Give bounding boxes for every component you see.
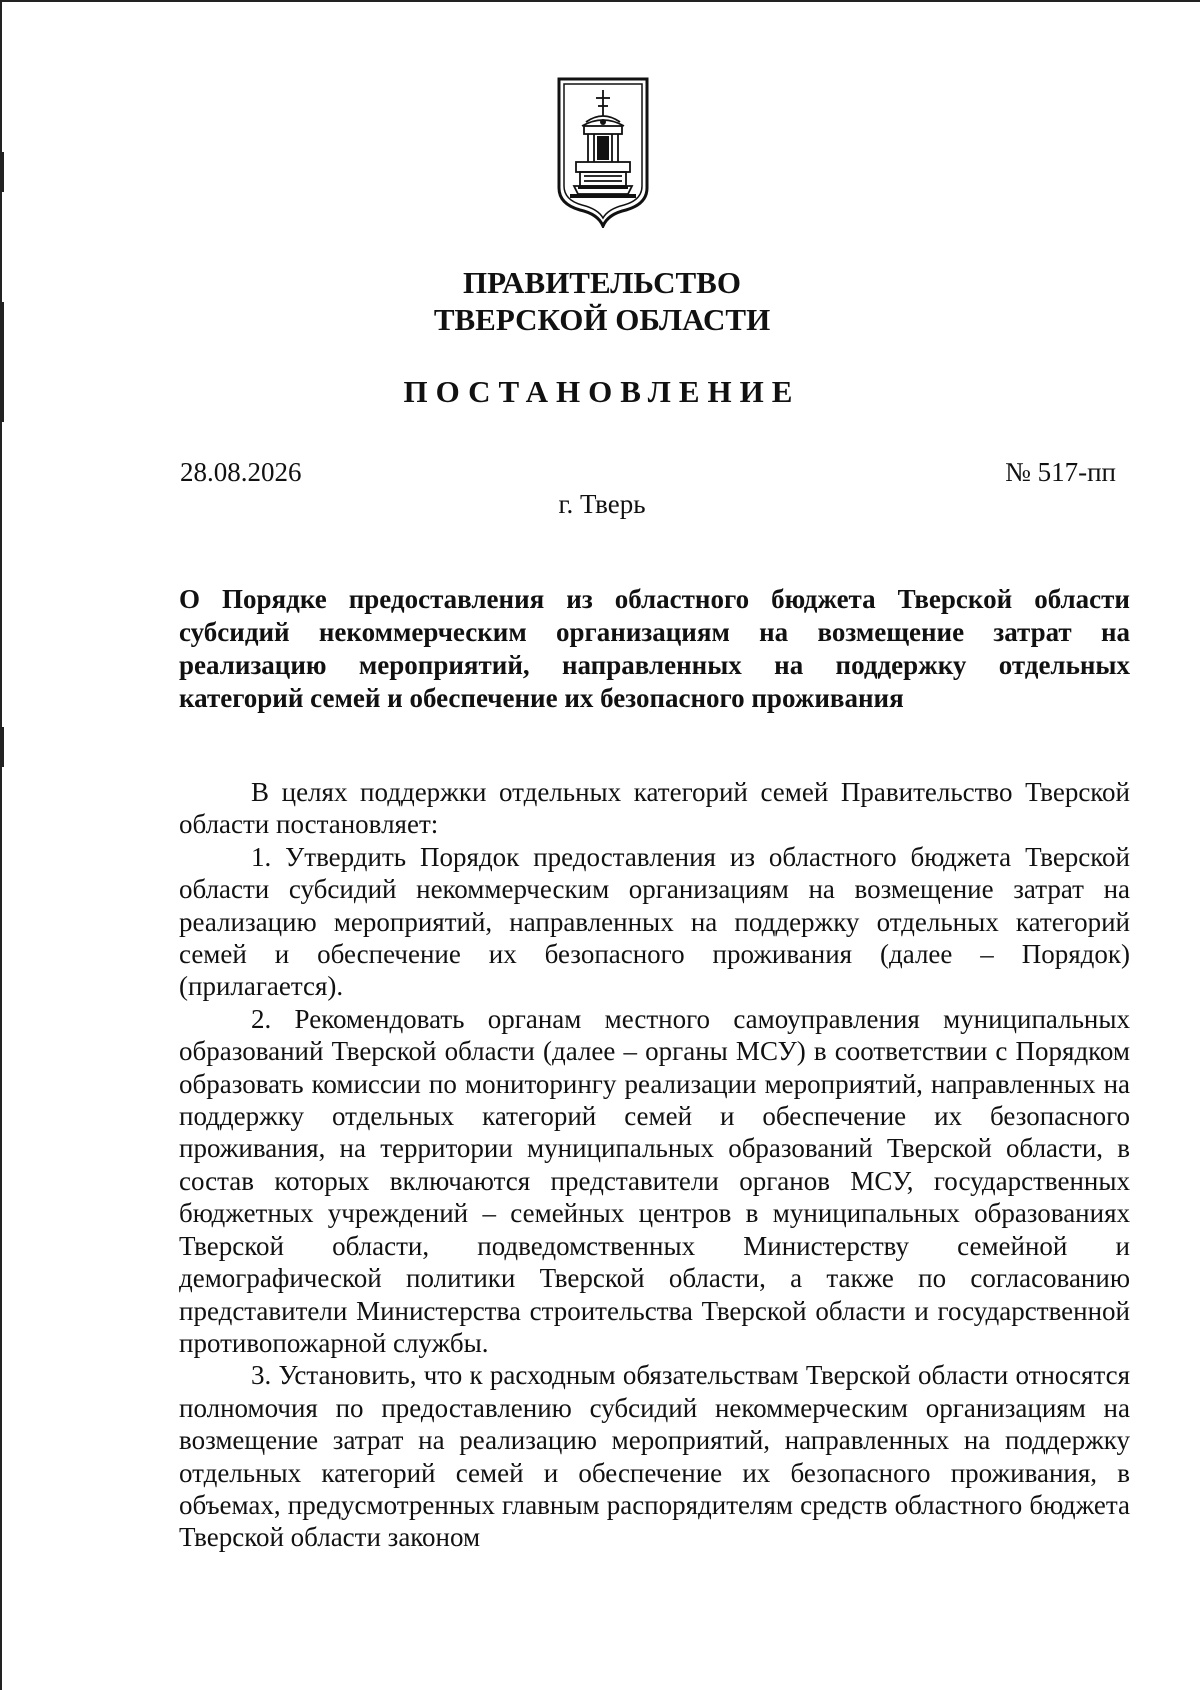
- government-title-line2: ТВЕРСКОЙ ОБЛАСТИ: [433, 302, 771, 337]
- document-subject: О Порядке предоставления из областного бюджета Тверской области субсидий некоммерческим организациям на возмещение затрат на реализацию мероприятий, направленных на поддержку отдельных категорий семей и обеспечение их безопасного проживания: [179, 584, 1130, 713]
- document-number: № 517-пп: [1005, 457, 1116, 487]
- body-item-2: 2. Рекомендовать органам местного самоуправления муниципальных образований Тверской области (далее – органы МСУ) в соответствии с Порядком образовать комиссии по мониторингу реализации мероприятий, направленных на поддержку отдельных категорий семей и обеспечение их безопасного проживания, на территории муниципальных образований Тверской области, в состав которых включаются представители органов МСУ, государственных бюджетных учреждений – семейных центров в муниципальных образованиях Тверской области, подведомственных Министерству семейной и демографической политики Тверской области, а также по согласованию представители Министерства строительства Тверской области и государственной противопожарной службы.: [179, 1003, 1130, 1358]
- document-body: [179, 776, 1130, 1554]
- government-title: [2, 264, 1200, 338]
- body-item-1: 1. Утвердить Порядок предоставления из областного бюджета Тверской области субсидий некоммерческим организациям на возмещение затрат на реализацию мероприятий, направленных на поддержку отдельных категорий семей и обеспечение их безопасного проживания (далее – Порядок) (прилагается).: [179, 841, 1130, 1002]
- document-city: г. Тверь: [558, 489, 646, 519]
- document-type: ПОСТАНОВЛЕНИЕ: [403, 374, 801, 409]
- body-intro: В целях поддержки отдельных категорий семей Правительство Тверской области постановляет:: [179, 777, 1130, 840]
- scan-edge-mark: [2, 727, 4, 767]
- document-date: 28.08.2026: [180, 457, 302, 487]
- tver-coat-of-arms-icon: [556, 76, 650, 228]
- scan-edge-mark: [2, 152, 4, 192]
- body-item-3: 3. Установить, что к расходным обязательствам Тверской области относятся полномочия по предоставлению субсидий некоммерческим организациям на возмещение затрат на реализацию мероприятий, направленных на поддержку отдельных категорий семей и обеспечение их безопасного проживания, в объемах, предусмотренных главным распорядителям средств областного бюджета Тверской области законом: [179, 1360, 1130, 1553]
- government-title-line1: ПРАВИТЕЛЬСТВО: [463, 265, 741, 300]
